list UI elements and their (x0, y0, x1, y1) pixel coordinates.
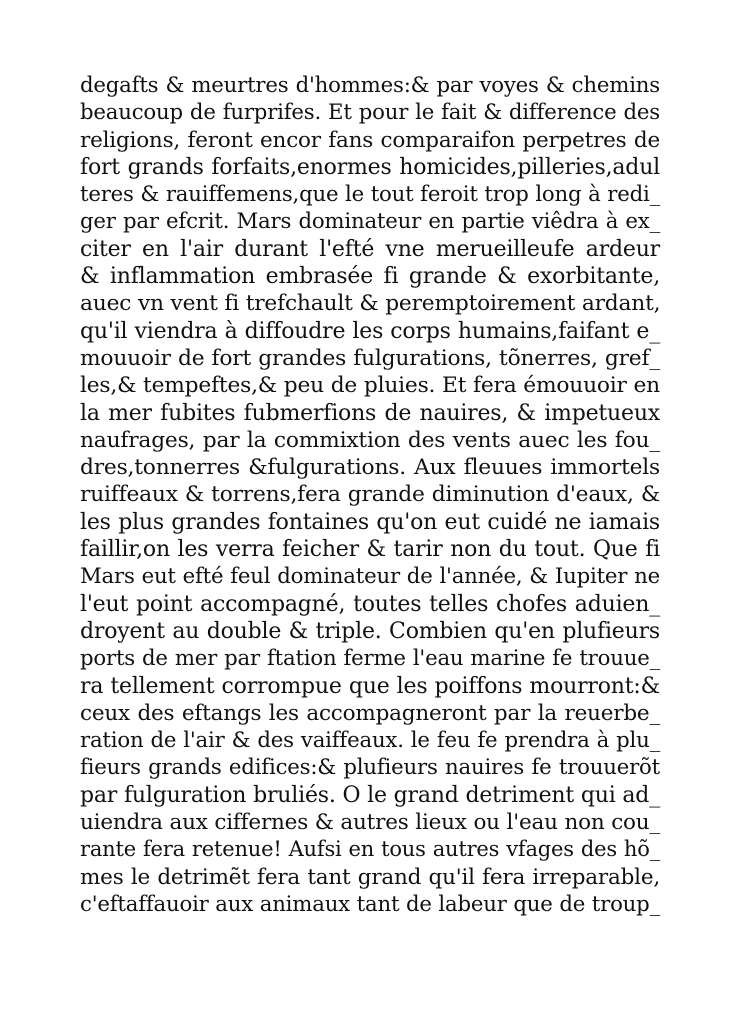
text-line: uiendra aux ciffernes & autres lieux ou l'eau non cou_ (80, 810, 660, 836)
text-line: fieurs grands edifices:& plufieurs nauires fe trouuerõt (80, 755, 660, 781)
text-line: ruiffeaux & torrens,fera grande diminution d'eaux, & (80, 482, 660, 508)
text-line: citer en l'air durant l'efté vne merueilleufe ardeur (80, 236, 660, 262)
text-line: Mars eut efté feul dominateur de l'année, & Iupiter ne (80, 564, 660, 590)
text-line: rante fera retenue! Aufsi en tous autres vfages des hõ_ (80, 837, 660, 862)
text-line: ration de l'air & des vaiffeaux. le feu fe prendra à plu_ (80, 728, 660, 754)
text-line: droyent au double & triple. Combien qu'en plufieurs (80, 618, 660, 644)
text-line: ports de mer par ftation ferme l'eau marine fe trouue_ (80, 646, 660, 672)
text-line: qu'il viendra à diffoudre les corps humains,faifant e_ (80, 318, 660, 344)
text-line: mes le detrimẽt fera tant grand qu'il fera irreparable, (80, 864, 660, 890)
text-line: ra tellement corrompue que les poiffons mourront:& (80, 673, 660, 699)
text-line: teres & rauiffemens,que le tout feroit trop long à redi_ (80, 182, 660, 208)
text-line: dres,tonnerres &fulgurations. Aux fleuues immortels (80, 455, 660, 481)
text-line: c'eftaffauoir aux animaux tant de labeur que de troup_ (80, 891, 660, 917)
text-line: l'eut point accompagné, toutes telles chofes aduien_ (80, 591, 660, 617)
text-line: auec vn vent fi trefchault & peremptoirement ardant, (80, 291, 661, 317)
text-line: naufrages, par la commixtion des vents auec les fou_ (80, 427, 660, 453)
text-line: fort grands forfaits,enormes homicides,pilleries,adul (80, 154, 660, 180)
text-line: & inflammation embrasée fi grande & exorbitante, (80, 264, 660, 290)
text-line: degafts & meurtres d'hommes:& par voyes & chemins (80, 73, 660, 98)
body-text (80, 72, 660, 918)
text-line: ger par efcrit. Mars dominateur en partie viêdra à ex_ (80, 209, 660, 235)
text-line: par fulguration bruliés. O le grand detriment qui ad_ (80, 782, 660, 808)
text-line: les plus grandes fontaines qu'on eut cuidé ne iamais (80, 509, 660, 535)
text-line: la mer fubites fubmerfions de nauires, & impetueux (80, 400, 660, 426)
text-line: religions, feront encor fans comparaifon perpetres de (80, 127, 660, 153)
text-line: ceux des eftangs les accompagneront par la reuerbe_ (80, 700, 660, 726)
text-line: faillir,on les verra feicher & tarir non du tout. Que fi (80, 537, 660, 563)
text-line: mouuoir de fort grandes fulgurations, tõnerres, gref_ (80, 345, 660, 371)
text-line: les,& tempeftes,& peu de pluies. Et fera émouuoir en (80, 373, 660, 399)
text-line: beaucoup de furprifes. Et pour le fait & difference des (80, 100, 660, 126)
